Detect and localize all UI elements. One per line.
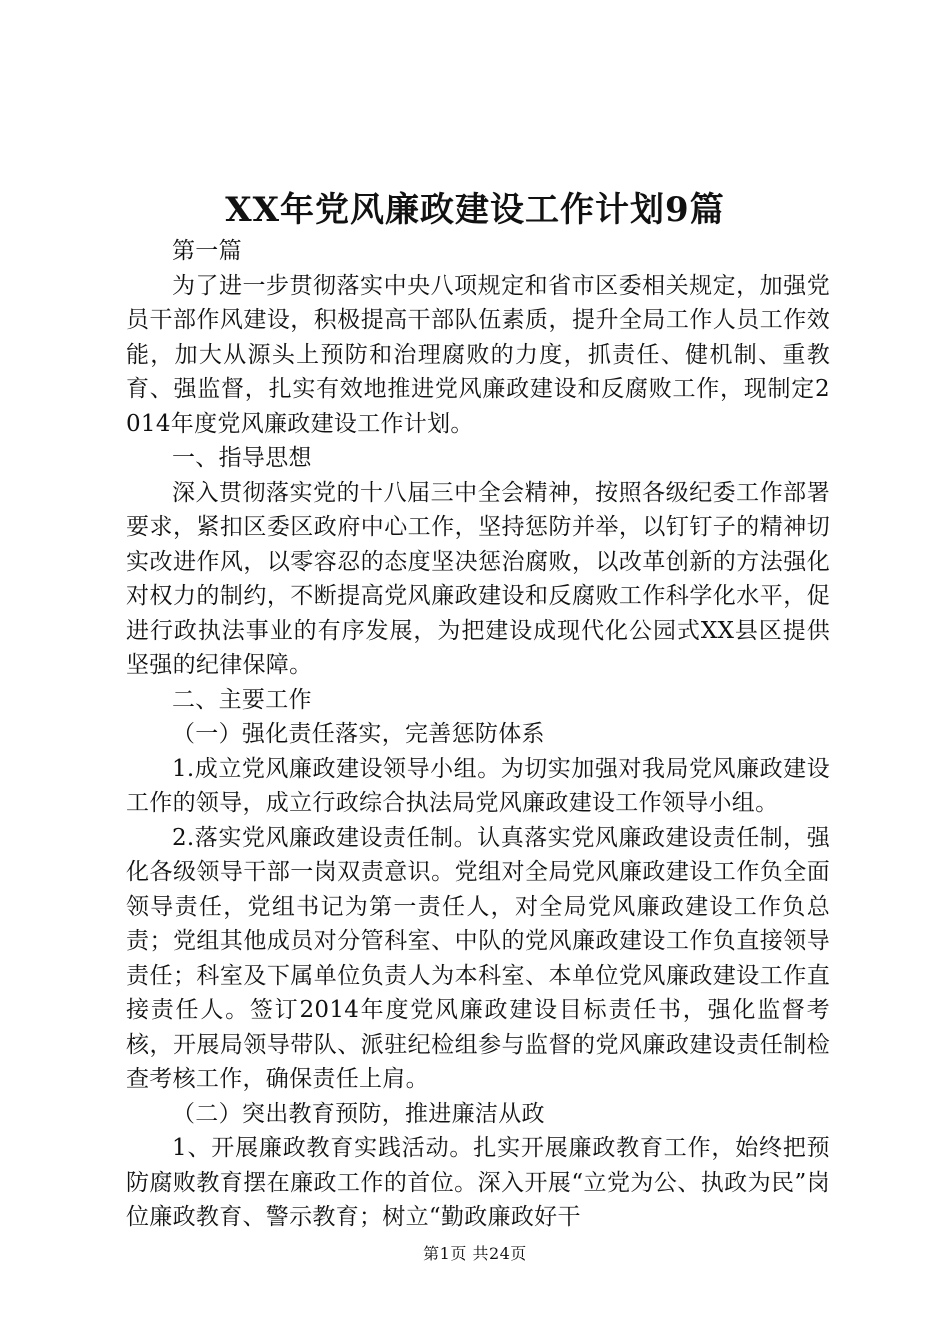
- subheading-education-prevention: （二）突出教育预防，推进廉洁从政: [172, 1100, 545, 1127]
- document-body: [126, 234, 830, 1235]
- section-heading-part-one: 第一篇: [172, 238, 242, 264]
- page-number-footer: 第1页 共24页: [423, 1244, 527, 1263]
- document-title: XX年党风廉政建设工作计划9篇: [225, 190, 725, 230]
- heading-guiding-ideology: 一、指导思想: [172, 445, 312, 471]
- item-education-activities: 1、开展廉政教育实践活动。扎实开展廉政教育工作，始终把预防腐败教育摆在廉政工作的首位。深入开展“立党为公、执政为民”岗位廉政教育、警示教育；树立“勤政廉政好干: [126, 1135, 830, 1230]
- guiding-ideology-paragraph: 深入贯彻落实党的十八届三中全会精神，按照各级纪委工作部署要求，紧扣区委区政府中心工作，坚持惩防并举，以钉钉子的精神切实改进作风，以零容忍的态度坚决惩治腐败，以改革创新的方法强化对权力的制约，不断提高党风廉政建设和反腐败工作科学化水平，促进行政执法事业的有序发展，为把建设成现代化公园式XX县区提供坚强的纪律保障。: [126, 479, 830, 678]
- item-leading-group: 1.成立党风廉政建设领导小组。为切实加强对我局党风廉政建设工作的领导，成立行政综合执法局党风廉政建设工作领导小组。: [126, 755, 830, 816]
- subheading-responsibility: （一）强化责任落实，完善惩防体系: [172, 721, 545, 747]
- intro-paragraph: 为了进一步贯彻落实中央八项规定和省市区委相关规定，加强党员干部作风建设，积极提高干部队伍素质，提升全局工作人员工作效能，加大从源头上预防和治理腐败的力度，抓责任、健机制、重教育、强监督，扎实有效地推进党风廉政建设和反腐败工作，现制定2014年度党风廉政建设工作计划。: [126, 272, 830, 437]
- heading-main-work: 二、主要工作: [172, 686, 312, 713]
- item-responsibility-system: 2.落实党风廉政建设责任制。认真落实党风廉政建设责任制，强化各级领导干部一岗双责意识。党组对全局党风廉政建设工作负全面领导责任，党组书记为第一责任人，对全局党风廉政建设工作负总责；党组其他成员对分管科室、中队的党风廉政建设工作负直接领导责任；科室及下属单位负责人为本科室、本单位党风廉政建设工作直接责任人。签订2014年度党风廉政建设目标责任书，强化监督考核，开展局领导带队、派驻纪检组参与监督的党风廉政建设责任制检查考核工作，确保责任上肩。: [126, 824, 830, 1092]
